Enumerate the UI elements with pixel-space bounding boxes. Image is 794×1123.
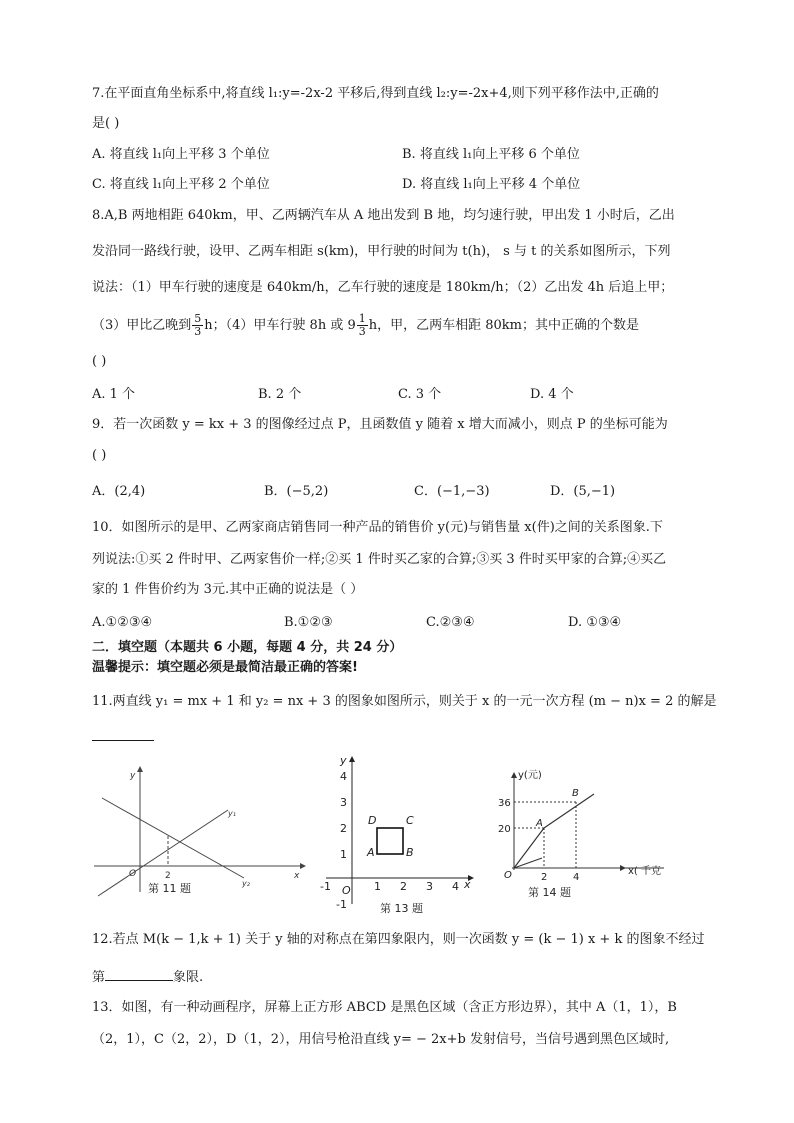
fig13-caption: 第 13 题 (380, 902, 423, 915)
fig14-ytick-36: 36 (498, 798, 511, 809)
q10-option-d: D. ①③④ (568, 615, 622, 630)
q8-answer-paren: ( ) (92, 354, 107, 369)
q7-stem-line1: 7.在平面直角坐标系中,将直线 l₁:y=-2x-2 平移后,得到直线 l₂:y=-2x+4,则下列平移作法中,正确的 (92, 86, 659, 101)
q13-line1: 13．如图，有一种动画程序，屏幕上正方形 ABCD 是黑色区域（含正方形边界），其中 A（1，1），B (92, 1000, 677, 1015)
fig13-xtick-2: 2 (400, 880, 407, 893)
q8-option-b: B. 2 个 (258, 387, 302, 402)
q9-option-c: C．(−1,−3) (414, 484, 490, 499)
q8-fraction-1 (192, 313, 203, 338)
figure-13 (316, 752, 482, 918)
q10-line1: 10．如图所示的是甲、乙两家商店销售同一种产品的销售价 y(元)与销售量 x(件)之间的关系图象.下 (92, 520, 663, 535)
q8-line4-post: h，甲，乙两车相距 80km；其中正确的个数是 (368, 318, 640, 333)
q8-frac2-numerator: 1 (358, 312, 366, 325)
q8-line4-pre: （3）甲比乙晚到 (92, 318, 192, 333)
q12-line2 (92, 966, 712, 988)
q7-option-b: B. 将直线 l₁向上平移 6 个单位 (402, 147, 580, 162)
fig13-xtick-4: 4 (452, 880, 459, 893)
fig13-origin-label: O (342, 884, 351, 897)
q8-line2: 发沿同一路线行驶，设甲、乙两车相距 s(km)，甲行驶的时间为 t(h)， s 与 t 的关系如图所示，下列 (92, 244, 671, 259)
fig14-line-segment-ab (544, 794, 594, 828)
q7-option-a: A. 将直线 l₁向上平移 3 个单位 (92, 147, 270, 162)
q9-option-b: B．(−5,2) (264, 484, 329, 499)
q7-stem-line2: 是( ) (92, 116, 120, 131)
q12-line1: 12.若点 M(k − 1,k + 1) 关于 y 轴的对称点在第四象限内，则一次函数 y = (k − 1) x + k 的图象不经过 (92, 932, 705, 947)
q12-line2-pre: 第 (92, 970, 106, 985)
fig14-point-a: A (536, 818, 543, 829)
q9-option-d: D．(5,−1) (550, 484, 616, 499)
section2-title: 二．填空题（本题共 6 小题，每题 4 分，共 24 分） (92, 640, 403, 655)
fig13-xtick-1: 1 (374, 880, 381, 893)
q9-option-a: A．(2,4) (92, 484, 146, 499)
q9-stem: 9．若一次函数 y = kx + 3 的图像经过点 P，且函数值 y 随着 x 增大而减小，则点 P 的坐标可能为 (92, 417, 668, 432)
q8-frac2-denominator: 3 (358, 325, 366, 338)
fig11-x-label: x (294, 871, 300, 881)
fig11-caption: 第 11 题 (148, 882, 191, 895)
q8-option-c: C. 3 个 (398, 387, 442, 402)
q10-option-b: B.①②③ (284, 615, 333, 630)
fig13-ytick-2: 2 (340, 822, 347, 835)
q10-option-a: A.①②③④ (92, 615, 153, 630)
fig13-xtick-neg1: -1 (320, 880, 331, 893)
fig11-y1-label: y₁ (228, 809, 236, 818)
q10-line3: 家的 1 件售价约为 3元.其中正确的说法是（ ） (92, 582, 364, 597)
fig11-origin-label: O (129, 869, 137, 879)
figure-14 (494, 762, 674, 902)
fig14-xtick-2: 2 (541, 872, 548, 883)
fig14-xtick-4: 4 (573, 872, 580, 883)
q8-line1: 8.A,B 两地相距 640km，甲、乙两辆汽车从 A 地出发到 B 地，均匀速行驶，甲出发 1 小时后，乙出 (92, 208, 675, 223)
fig13-point-c: C (406, 814, 414, 827)
fig14-y-arrow (511, 772, 517, 778)
fig13-y-arrow (349, 756, 355, 762)
q7-option-c: C. 将直线 l₁向上平移 2 个单位 (92, 177, 270, 192)
q8-frac1-numerator: 5 (194, 312, 202, 325)
q11-answer-blank (92, 740, 154, 741)
q11-stem: 11.两直线 y₁ = mx + 1 和 y₂ = nx + 3 的图象如图所示，则关于 x 的一元一次方程 (m − n)x = 2 的解是 (92, 694, 717, 709)
fig11-x-arrow (300, 863, 306, 869)
q12-answer-blank (105, 966, 173, 981)
fig14-y-label: y(元) (518, 770, 542, 781)
q8-line4-mid: h；（4）甲车行驶 8h 或 9 (204, 318, 356, 333)
fig13-point-d: D (368, 814, 377, 827)
fig13-point-a: A (367, 846, 375, 859)
figure-11 (90, 764, 310, 898)
fig13-y-label: y (340, 754, 347, 767)
fig14-line-segment-oa (514, 828, 544, 868)
fig14-ytick-20: 20 (498, 824, 511, 835)
fig14-x-label: x( 千克 (628, 866, 661, 877)
fig11-y-arrow (137, 766, 143, 772)
q8-line3: 说法：（1）甲车行驶的速度是 640km/h，乙车行驶的速度是 180km/h；（2）乙出发 4h 后追上甲； (92, 280, 674, 295)
fig11-y-label: y (130, 771, 136, 781)
fig13-ytick-4: 4 (340, 770, 347, 783)
fig13-point-b: B (406, 846, 414, 859)
q7-option-d: D. 将直线 l₁向上平移 4 个单位 (402, 177, 581, 192)
fig14-point-b: B (572, 788, 579, 799)
fig14-x-arrow (620, 865, 626, 871)
fig14-origin-label: O (504, 870, 512, 881)
fig13-xtick-3: 3 (426, 880, 433, 893)
q9-answer-paren: ( ) (92, 448, 107, 463)
fig14-caption: 第 14 题 (528, 886, 571, 899)
q8-option-a: A. 1 个 (92, 387, 136, 402)
q8-option-d: D. 4 个 (530, 387, 574, 402)
fig11-tick-2: 2 (165, 871, 171, 881)
q13-line2: （2，1），C（2，2），D（1，2），用信号枪沿直线 y= − 2x+b 发射信号，当信号遇到黑色区域时, (92, 1032, 670, 1047)
q8-line4 (92, 312, 712, 340)
fig13-x-label: x (464, 878, 471, 891)
fig11-y2-label: y₂ (242, 879, 250, 888)
q10-option-c: C.②③④ (426, 615, 475, 630)
fig13-ytick-3: 3 (340, 796, 347, 809)
q10-line2: 列说法:①买 2 件时甲、乙两家售价一样;②买 1 件时买乙家的合算;③买 3 件时买甲家的合算;④买乙 (92, 552, 667, 567)
q8-frac1-denominator: 3 (194, 325, 202, 338)
fig13-ytick-1: 1 (340, 848, 347, 861)
section2-tip: 温馨提示：填空题必须是最简洁最正确的答案! (92, 660, 358, 675)
fig13-square-abcd (377, 828, 403, 854)
q12-line2-post: 象限. (173, 970, 204, 985)
q8-fraction-2 (357, 313, 368, 338)
fig13-ytick-neg1: -1 (336, 898, 347, 911)
